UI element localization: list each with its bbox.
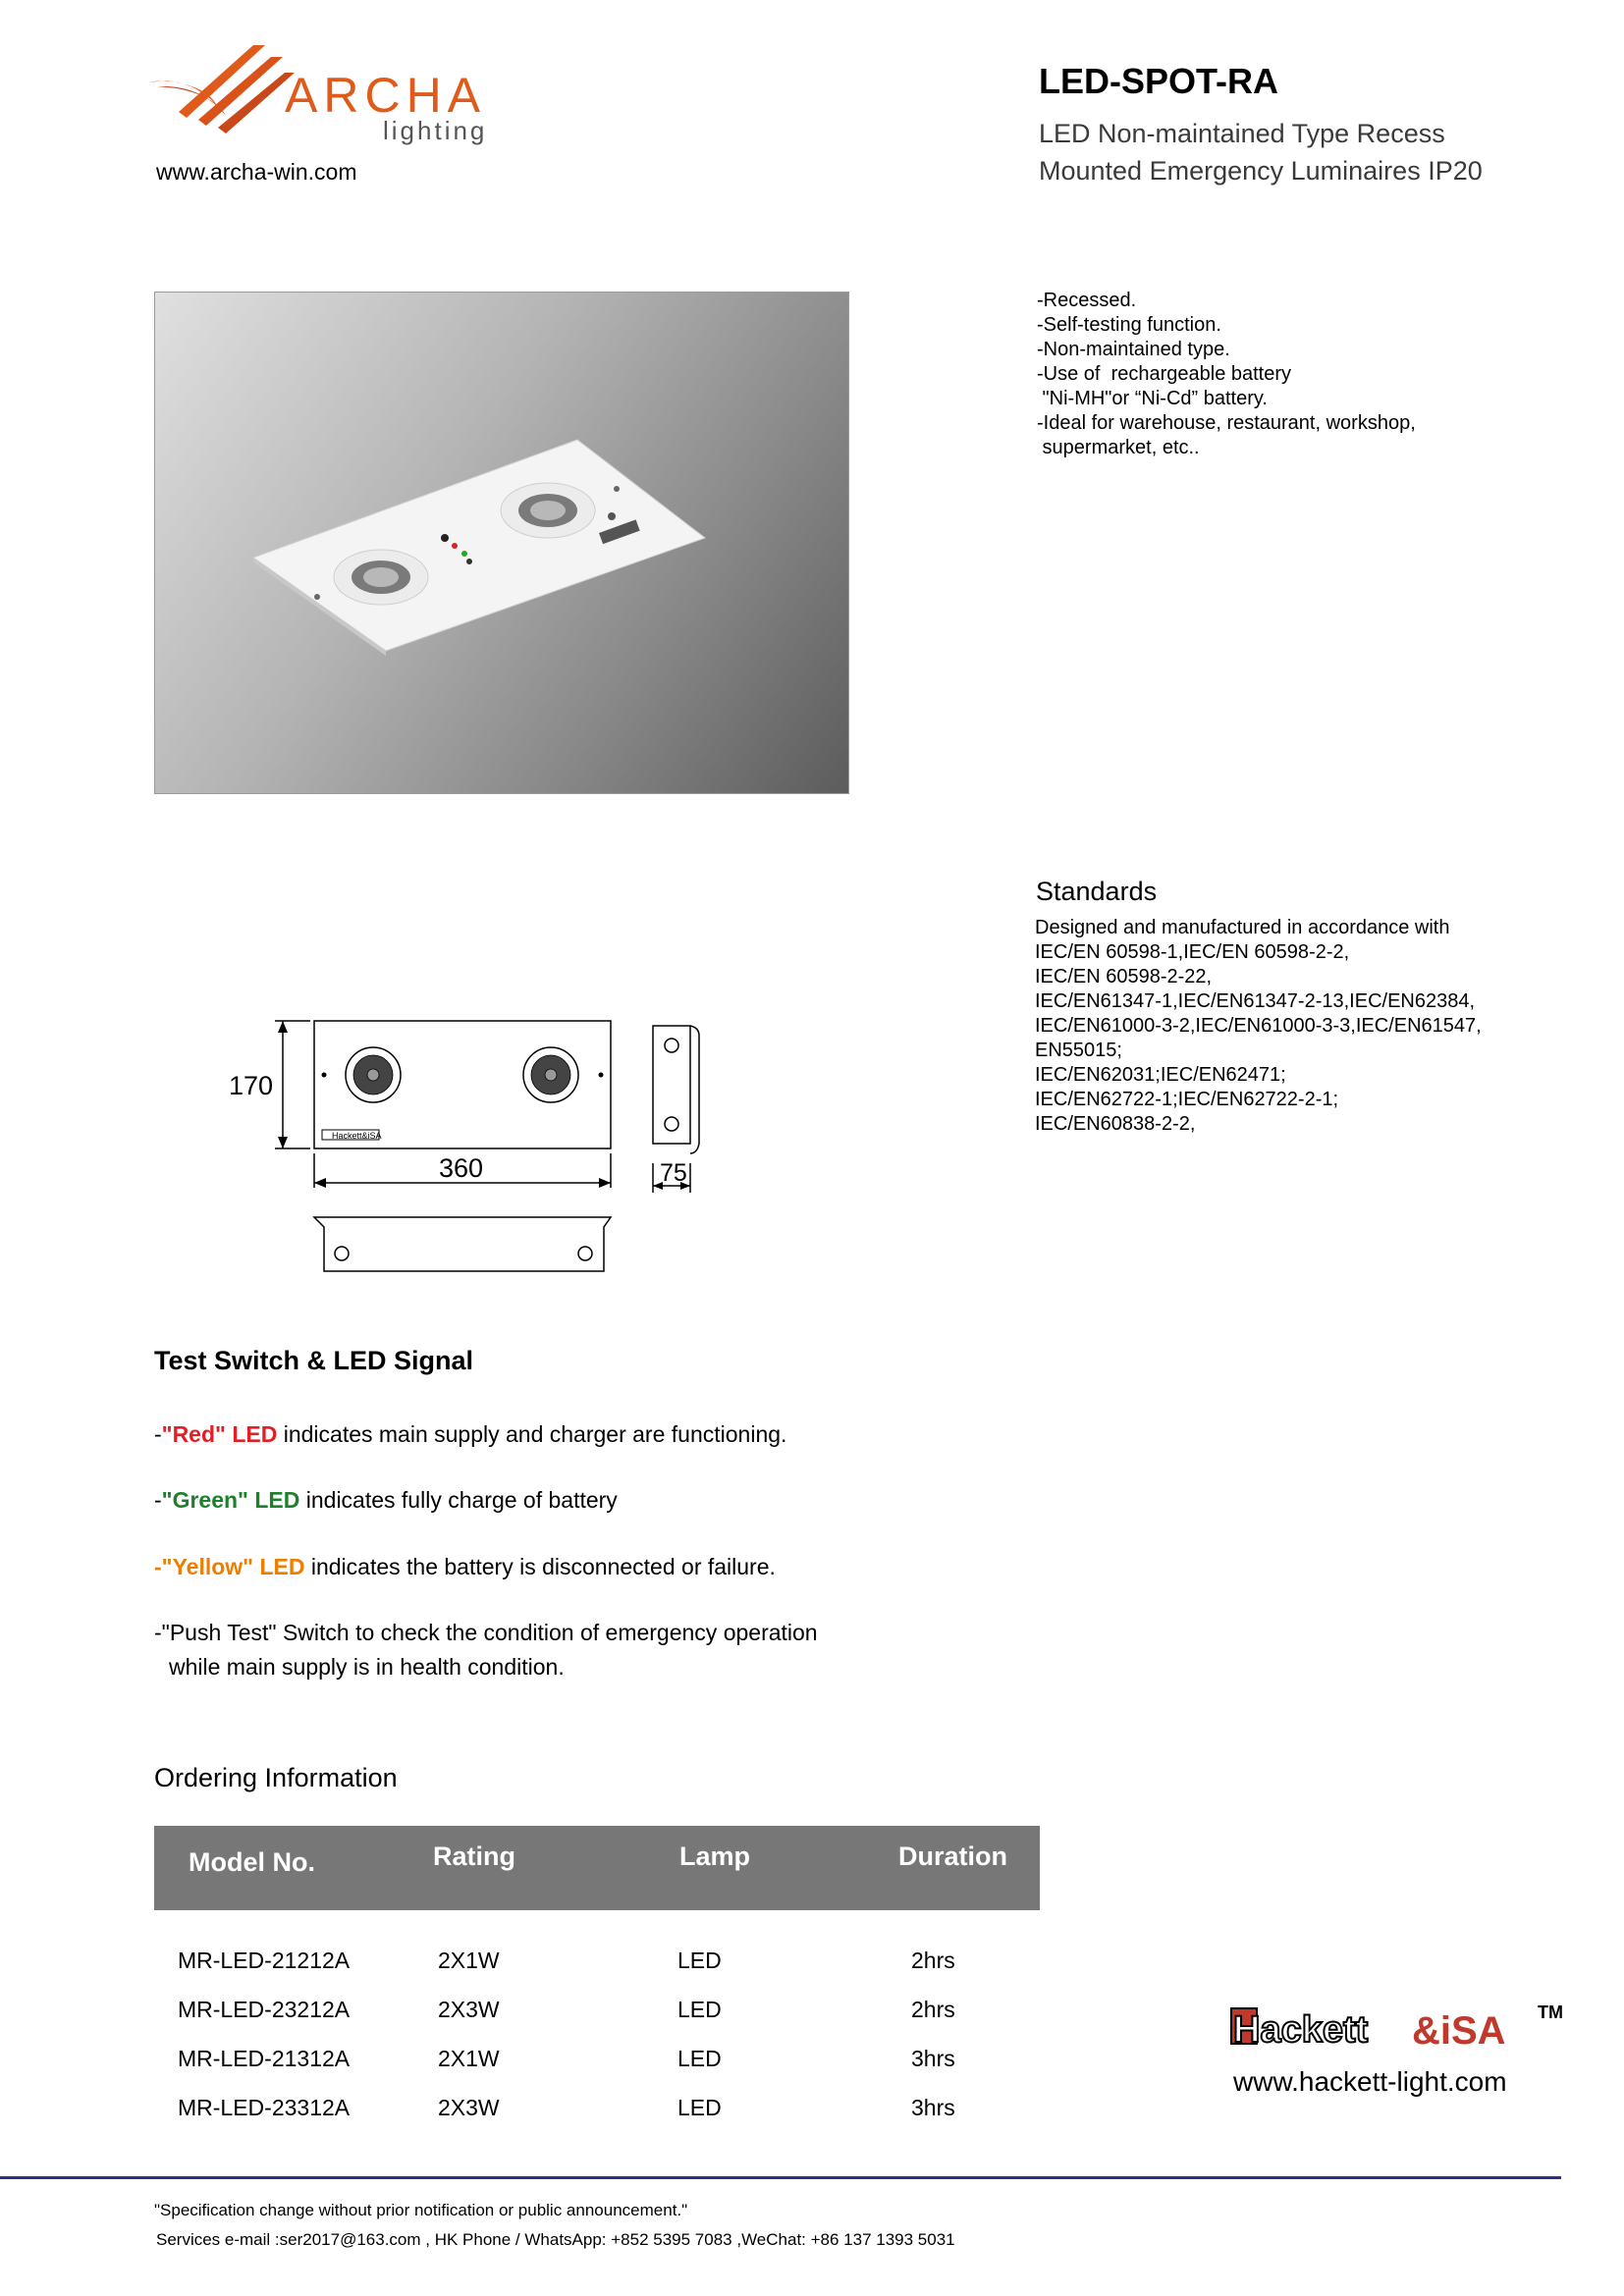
signal-yellow-line <box>154 1554 776 1580</box>
standards-heading: Standards <box>1036 877 1158 906</box>
duration-cell: 3hrs <box>911 2095 955 2120</box>
standards-line: IEC/EN62031;IEC/EN62471; <box>1035 1064 1286 1086</box>
duration-cell: 2hrs <box>911 1948 955 1973</box>
bullet: - <box>154 1554 162 1579</box>
bullet: - <box>154 1421 162 1447</box>
table-row <box>0 1997 1080 2026</box>
red-led-text: indicates main supply and charger are functioning. <box>277 1421 787 1447</box>
archa-swoosh-icon <box>147 45 295 133</box>
green-led-text: indicates fully charge of battery <box>299 1487 618 1513</box>
depth-dimension-label: 75 <box>660 1159 687 1187</box>
green-led-label: "Green" LED <box>161 1487 300 1513</box>
feature-item: -Recessed. <box>1037 290 1137 311</box>
standards-line: IEC/EN62722-1;IEC/EN62722-2-1; <box>1035 1089 1339 1110</box>
length-dimension-label: 360 <box>439 1153 484 1183</box>
rating-cell: 2X3W <box>438 2095 500 2120</box>
product-description-line-2: Mounted Emergency Luminaires IP20 <box>1039 156 1483 186</box>
trademark-mark: TM <box>1538 2002 1563 2022</box>
feature-item: -Use of rechargeable battery <box>1037 363 1292 385</box>
model-cell: MR-LED-23212A <box>178 1997 351 2022</box>
rating-cell: 2X1W <box>438 2046 500 2071</box>
model-cell: MR-LED-23312A <box>178 2095 351 2120</box>
standards-list <box>1035 916 1482 1137</box>
yellow-led-text: indicates the battery is disconnected or failure. <box>304 1554 776 1579</box>
archa-logo <box>147 35 520 153</box>
ordering-heading: Ordering Information <box>154 1763 398 1792</box>
bullet: - <box>154 1487 162 1513</box>
column-header-lamp: Lamp <box>679 1842 751 1871</box>
archa-website[interactable]: www.archa-win.com <box>156 159 357 185</box>
side-view-outline <box>653 1026 690 1144</box>
hackett-website[interactable]: www.hackett-light.com <box>1233 2066 1507 2097</box>
signal-green-line <box>154 1487 618 1514</box>
feature-item: "Ni-MH"or “Ni-Cd” battery. <box>1037 388 1268 409</box>
standards-line: IEC/EN 60598-1,IEC/EN 60598-2-2, <box>1035 941 1350 963</box>
push-test-line-1: -"Push Test" Switch to check the condition of emergency operation <box>154 1620 818 1645</box>
drawing-plate-label: Hackett&iSA <box>332 1131 382 1141</box>
hackett-isa-logo <box>1229 2002 1573 2052</box>
isa-logo-text: &iSA <box>1412 2009 1506 2052</box>
test-switch-heading: Test Switch & LED Signal <box>154 1346 474 1375</box>
footer-note: "Specification change without prior notification or public announcement." <box>154 2201 688 2219</box>
signal-red-line <box>154 1421 786 1448</box>
feature-item: -Self-testing function. <box>1037 314 1221 336</box>
standards-line: IEC/EN61000-3-2,IEC/EN61000-3-3,IEC/EN61547, <box>1035 1015 1482 1037</box>
rating-cell: 2X1W <box>438 1948 500 1973</box>
column-header-rating: Rating <box>433 1842 515 1871</box>
column-header-duration: Duration <box>898 1842 1007 1871</box>
product-photo <box>154 292 849 794</box>
ordering-table-header <box>154 1826 1040 1910</box>
model-cell: MR-LED-21212A <box>178 1948 351 1973</box>
hackett-logo-text: Hackett <box>1233 2009 1369 2051</box>
standards-line: EN55015; <box>1035 1040 1122 1061</box>
lamp-cell: LED <box>677 1948 722 1973</box>
duration-cell: 3hrs <box>911 2046 955 2071</box>
footer-divider <box>0 2176 1561 2179</box>
rating-cell: 2X3W <box>438 1997 500 2022</box>
standards-line: Designed and manufactured in accordance with <box>1035 917 1450 938</box>
feature-list <box>1037 289 1416 460</box>
product-title: LED-SPOT-RA <box>1039 61 1279 101</box>
table-row <box>0 2095 1080 2124</box>
red-led-label: "Red" LED <box>161 1421 278 1447</box>
standards-line: IEC/EN60838-2-2, <box>1035 1113 1196 1135</box>
lamp-cell: LED <box>677 2095 722 2120</box>
yellow-led-label: "Yellow" LED <box>161 1554 305 1579</box>
archa-brand-sub: lighting <box>383 116 488 145</box>
lamp-cell: LED <box>677 2046 722 2071</box>
table-row <box>0 2046 1080 2075</box>
feature-item: -Ideal for warehouse, restaurant, workshop, <box>1037 412 1416 434</box>
feature-item: supermarket, etc.. <box>1037 437 1200 458</box>
archa-brand-text: ARCHA <box>285 68 487 123</box>
height-dimension-label: 170 <box>229 1071 274 1100</box>
bottom-view-outline <box>314 1217 611 1271</box>
luminaire-illustration <box>155 293 849 794</box>
dimension-drawing <box>216 1006 727 1291</box>
standards-line: IEC/EN61347-1,IEC/EN61347-2-13,IEC/EN62384, <box>1035 990 1476 1012</box>
duration-cell: 2hrs <box>911 1997 955 2022</box>
model-cell: MR-LED-21312A <box>178 2046 351 2071</box>
push-test-line-2: while main supply is in health condition. <box>169 1654 565 1680</box>
column-header-model: Model No. <box>189 1847 315 1877</box>
footer-contact: Services e-mail :ser2017@163.com , HK Phone / WhatsApp: +852 5395 7083 ,WeChat: +86 137 1393 5031 <box>156 2230 955 2249</box>
feature-item: -Non-maintained type. <box>1037 339 1230 360</box>
standards-line: IEC/EN 60598-2-22, <box>1035 966 1213 988</box>
table-row <box>0 1948 1080 1977</box>
lamp-cell: LED <box>677 1997 722 2022</box>
product-description-line-1: LED Non-maintained Type Recess <box>1039 119 1445 148</box>
